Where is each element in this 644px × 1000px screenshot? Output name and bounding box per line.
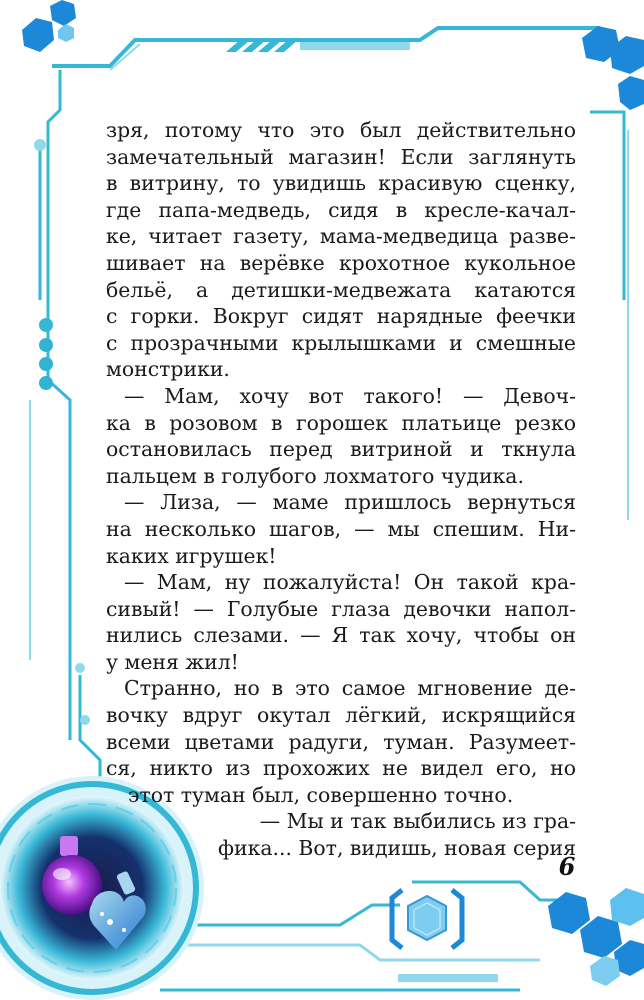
text-line: у меня жил!	[106, 649, 239, 674]
text-line: остановилась перед витриной и ткнула	[106, 437, 576, 462]
text-line: каких игрушек!	[106, 543, 277, 568]
text-line: ся, никто из прохожих не видел его, но	[106, 756, 576, 781]
hexagon-cluster-top-left	[22, 0, 76, 52]
text-line: с прозрачными крылышками и смешные	[106, 330, 576, 355]
text-line: замечательный магазин! Если заглянуть	[106, 144, 576, 169]
text-line: вочку вдруг окутал лёгкий, искрящийся	[106, 703, 576, 728]
text-line: — Лиза, — маме пришлось вернуться	[124, 490, 576, 515]
text-line: шивает на верёвке крохотное кукольное	[106, 250, 576, 275]
text-line: с горки. Вокруг сидят нарядные феечки	[106, 304, 576, 329]
text-line: где папа-медведь, сидя в кресле-качал-	[106, 197, 576, 222]
text-line: монстрики.	[106, 357, 230, 382]
text-line: сивый! — Голубые глаза девочки напол-	[106, 596, 576, 621]
text-line: ке, читает газету, мама-медведица разве-	[106, 224, 576, 249]
text-line: бельё, а детишки-медвежата катаются	[106, 277, 576, 302]
text-line: на несколько шагов, — мы спешим. Ни-	[106, 516, 576, 541]
text-line: нились слезами. — Я так хочу, чтобы он	[106, 623, 576, 648]
text-line: в витрину, то увидишь красивую сценку,	[106, 171, 576, 196]
text-line: всеми цветами радуги, туман. Разумеет-	[106, 729, 576, 754]
hexagon-badge	[392, 890, 462, 948]
text-line: этот туман был, совершенно точно.	[128, 782, 514, 807]
text-line: — Мам, ну пожалуйста! Он такой кра-	[124, 570, 576, 595]
body-text	[106, 117, 576, 862]
page-number: 6	[558, 852, 576, 881]
text-line: пальцем в голубого лохматого чудика.	[106, 463, 524, 488]
text-line: зря, потому что это был действительно	[106, 118, 576, 142]
left-dots	[39, 338, 53, 390]
text-line: — Мы и так выбились из гра-	[259, 809, 576, 834]
hexagon-cluster-top-right	[582, 26, 644, 110]
hexagon-cluster-bottom-right	[548, 888, 644, 986]
text-line: Странно, но в это самое мгновение де-	[124, 676, 576, 701]
text-line: ка в розовом в горошек платьице резко	[106, 410, 576, 435]
text-line: фика... Вот, видишь, новая серия	[218, 836, 576, 861]
text-line: — Мам, хочу вот такого! — Девоч-	[124, 383, 576, 408]
